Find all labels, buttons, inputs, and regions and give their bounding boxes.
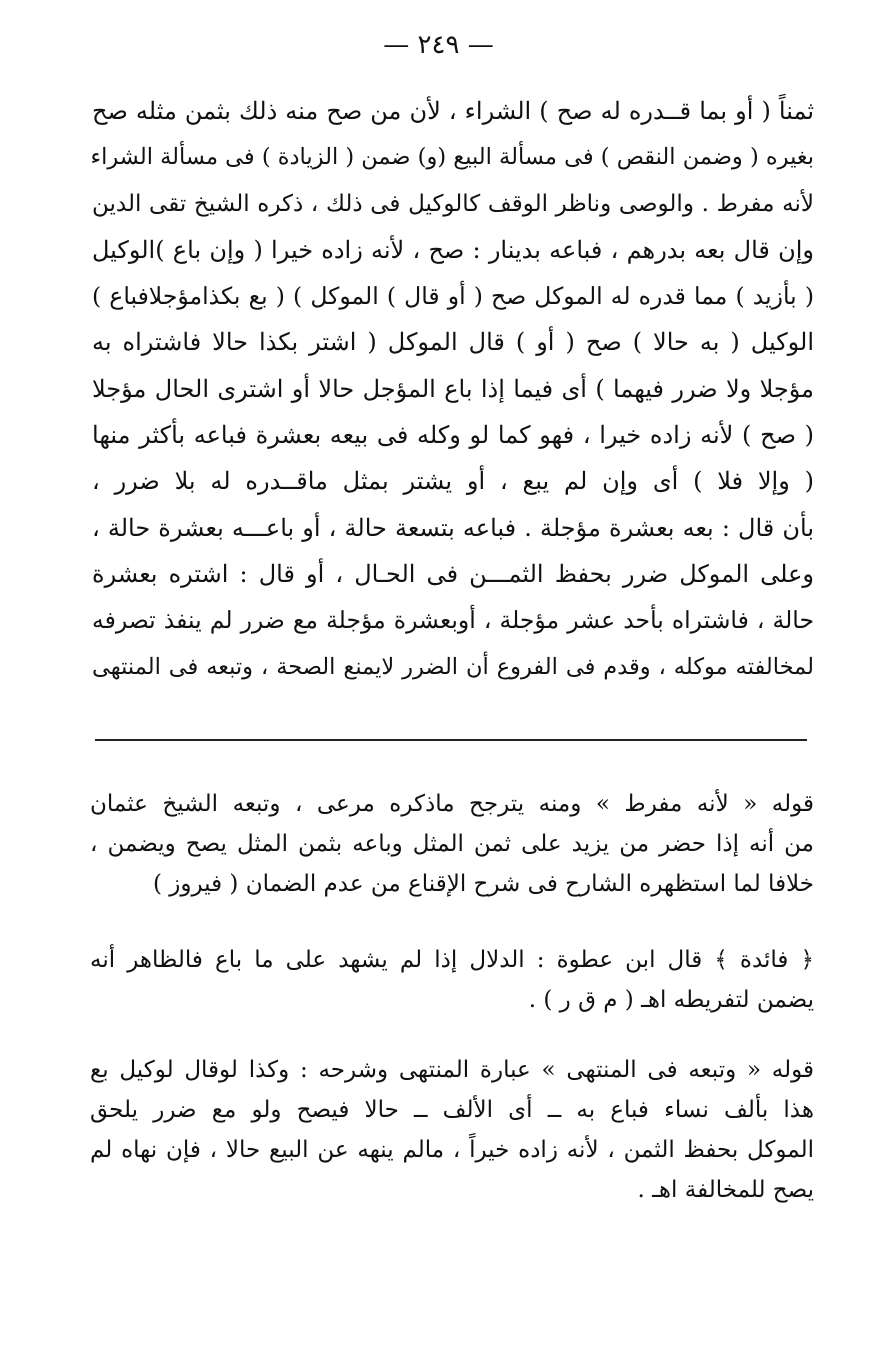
main-text-line: ( صح ) لأنه زاده خيرا ، فهو كما لو وكله فى بيعه بعشرة فباعه بأكثر منها xyxy=(92,421,814,450)
footnote-line: خلافا لما استظهره الشارح فى شرح الإقناع من عدم الضمان ( فيروز ) xyxy=(152,871,814,897)
footnote-line: يضمن لتفريطه اهـ ( م ق ر ) . xyxy=(528,987,814,1013)
footnote-line: الموكل بحفظ الثمن ، لأنه زاده خيراً ، مالم ينهه عن البيع حالا ، فإن نهاه لم xyxy=(90,1137,814,1163)
page-number: — ٢٤٩ — xyxy=(383,30,494,60)
main-text-line: لأنه مفرط . والوصى وناظر الوقف كالوكيل فى ذلك ، ذكره الشيخ تقى الدين xyxy=(92,190,814,217)
footnote-paragraph xyxy=(90,784,814,904)
main-text-line: وعلى الموكل ضرر بحفظ الثمـــن فى الحـال ، أو قال : اشتره بعشرة xyxy=(92,559,814,588)
footnote-line: هذا بألف نساء فباع به ــ أى الألف ــ حالا فيصح ولو مع ضرر يلحق xyxy=(90,1097,814,1123)
main-text-line: الوكيل ( به حالا ) صح ( أو ) قال الموكل ( اشتر بكذا حالا فاشتراه به xyxy=(92,328,814,357)
footnote-line: ﴿ فائدة ﴾ قال ابن عطوة : الدلال إذا لم يشهد على ما باع فالظاهر أنه xyxy=(90,947,814,973)
main-text-line: بغيره ( وضمن النقص ) فى مسألة البيع (و) ضمن ( الزيادة ) فى مسألة الشراء xyxy=(90,144,814,171)
main-text-line: مؤجلا ولا ضرر فيهما ) أى فيما إذا باع المؤجل حالا أو اشترى الحال مؤجلا xyxy=(92,374,814,403)
footnote-separator xyxy=(95,739,807,741)
main-text-line: بأن قال : بعه بعشرة مؤجلة . فباعه بتسعة حالة ، أو باعـــه بعشرة حالة ، xyxy=(92,513,814,542)
main-text-line: لمخالفته موكله ، وقدم فى الفروع أن الضرر لايمنع الصحة ، وتبعه فى المنتهى xyxy=(92,653,814,680)
footnote-paragraph xyxy=(90,940,814,1020)
main-text-line: ( وإلا فلا ) أى وإن لم يبع ، أو يشتر بمثل ماقــدره له بلا ضرر ، xyxy=(92,467,814,496)
footnote-line: قوله « لأنه مفرط » ومنه يترجح ماذكره مرعى ، وتبعه الشيخ عثمان xyxy=(90,791,814,817)
main-text-line: ( بأزيد ) مما قدره له الموكل صح ( أو قال ) الموكل ) ( بع بكذامؤجلافباع ) xyxy=(92,282,814,311)
main-text-line: وإن قال بعه بدرهم ، فباعه بدينار : صح ، لأنه زاده خيرا ( وإن باع )الوكيل xyxy=(92,235,814,264)
footnote-line: يصح للمخالفة اهـ . xyxy=(637,1177,814,1203)
main-text-line: ثمناً ( أو بما قــدره له صح ) الشراء ، لأن من صح منه ذلك بثمن مثله صح xyxy=(92,97,814,125)
main-text-line: حالة ، فاشتراه بأحد عشر مؤجلة ، أوبعشرة مؤجلة مع ضرر لم ينفذ تصرفه xyxy=(92,606,814,635)
footnote-paragraph xyxy=(90,1050,814,1210)
main-text xyxy=(92,88,814,690)
footnote-line: قوله « وتبعه فى المنتهى » عبارة المنتهى وشرحه : وكذا لوقال لوكيل بع xyxy=(90,1057,814,1083)
footnote-line: من أنه إذا حضر من يزيد على ثمن المثل وباعه بثمن المثل يصح ويضمن ، xyxy=(90,831,814,857)
